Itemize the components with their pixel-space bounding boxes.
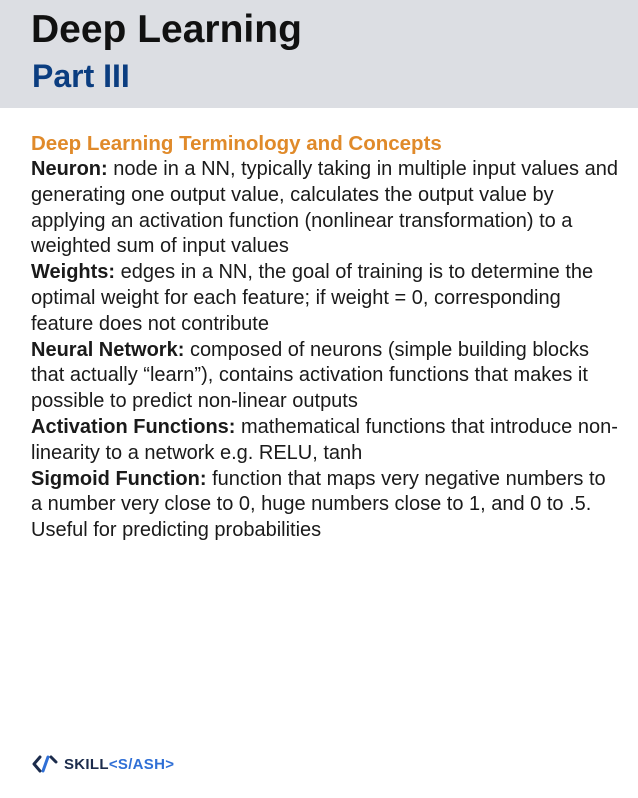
term-definition: node in a NN, typically taking in multiple input values and generating one output value, calculates the output value by applying an activation function (nonlinear transformation) to a weighted sum of input values xyxy=(31,158,618,258)
term-label: Weights: xyxy=(31,261,116,284)
brand-logo xyxy=(32,754,174,774)
term-definition: edges in a NN, the goal of training is to determine the optimal weight for each feature; if weight = 0, corresponding feature does not contribute xyxy=(31,261,594,335)
section-heading: Deep Learning Terminology and Concepts xyxy=(31,132,442,155)
term-weights xyxy=(31,260,621,337)
page-subtitle: Part III xyxy=(32,58,130,94)
content-body xyxy=(31,131,621,544)
term-definition: function that maps very negative numbers to a number very close to 0, huge numbers close to 1, and 0 to .5. Useful for predicting probabilities xyxy=(31,467,606,542)
page-title: Deep Learning xyxy=(31,8,302,51)
term-label: Neuron: xyxy=(31,158,108,180)
term-neural-network xyxy=(31,338,621,415)
term-activation-functions xyxy=(31,415,621,467)
term-definition: composed of neurons (simple building blocks that actually “learn”), contains activation functions that makes it possible to predict non-linear outputs xyxy=(31,338,590,413)
logo-wordmark xyxy=(64,756,174,773)
term-sigmoid-function xyxy=(31,467,621,544)
code-brackets-icon xyxy=(32,754,58,774)
logo-text-slash: <S/ASH> xyxy=(108,755,175,773)
header-banner xyxy=(0,0,638,108)
term-label: Neural Network: xyxy=(31,338,185,361)
term-label: Sigmoid Function: xyxy=(31,467,207,490)
logo-text-skill: SKILL xyxy=(64,755,109,773)
term-label: Activation Functions: xyxy=(31,415,236,438)
term-definition: mathematical functions that introduce non-linearity to a network e.g. RELU, tanh xyxy=(31,415,618,464)
term-neuron xyxy=(31,157,621,260)
